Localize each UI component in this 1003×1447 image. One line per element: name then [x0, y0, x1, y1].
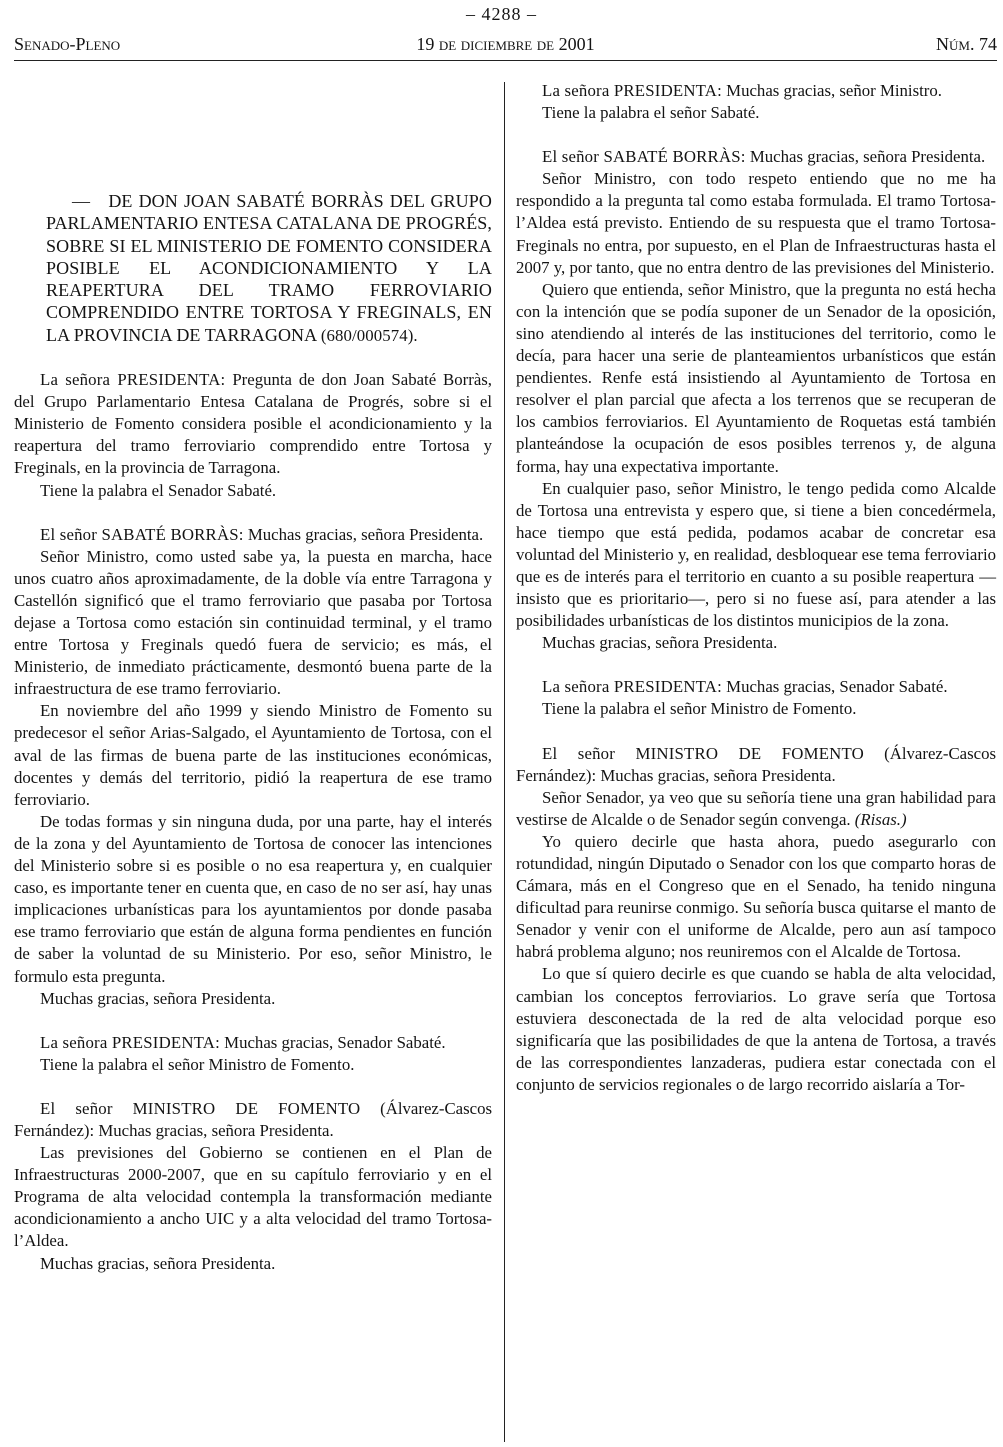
spacer — [516, 654, 996, 676]
stage-direction: (Risas.) — [854, 809, 907, 829]
spacer — [14, 347, 492, 369]
question-heading — [14, 190, 492, 347]
speaker-label: El señor MINISTRO DE FOMENTO — [40, 1098, 361, 1118]
heading-dash: — — [72, 191, 91, 211]
speaker-label: La señora PRESIDENTA: — [542, 677, 722, 697]
header-date: 19 de diciembre de 2001 — [416, 34, 595, 54]
speaker-label: La señora PRESIDENTA: — [542, 81, 722, 100]
paragraph — [14, 369, 492, 479]
paragraph: Tiene la palabra el señor Sabaté. — [542, 103, 760, 123]
spacer — [516, 721, 996, 743]
speaker-label: La señora PRESIDENTA: — [40, 370, 226, 390]
left-column — [14, 80, 492, 1275]
heading-title: DE DON JOAN SABATÉ BORRÀS DEL GRUPO PARLAMENTARIO ENTESA CATALANA DE PROGRÉS, SOBRE SI EL MINISTERIO DE FOMENTO CONSIDERA POSIBLE EL ACONDICIONAMIENTO Y LA REAPERTURA DEL TRAMO FERROVIARIO COMPRENDIDO ENTRE TORTOSA Y FREGINALS, EN LA PROVINCIA DE TARRAGONA — [46, 191, 492, 345]
page-number: – 4288 – — [466, 4, 537, 24]
header-issue-number: Núm. 74 — [936, 34, 997, 54]
paragraph-text: Muchas gracias, señora Presidenta. — [749, 147, 986, 167]
paragraph: Señor Ministro, con todo respeto entiendo que no me ha respondido a la pregunta tal como estaba formulada. El tramo Tortosa-l’Aldea está previsto. Entiendo de su respuesta que el tramo Tortosa-Freginals no entra, por supuesto, en el Plan de Infraestructuras hasta el 2007 y, por tanto, que no entra dentro de las previsiones del Ministerio. — [516, 169, 996, 277]
paragraph-text: Muchas gracias, señor Ministro. — [726, 81, 942, 100]
right-column — [516, 80, 996, 1096]
header-divider — [14, 60, 997, 61]
paragraph: Muchas gracias, señora Presidenta. — [542, 633, 778, 653]
spacer — [14, 1010, 492, 1032]
paragraph: Tiene la palabra el señor Ministro de Fomento. — [542, 699, 857, 719]
heading-spacer — [14, 80, 492, 190]
paragraph — [14, 524, 492, 546]
column-rule — [504, 82, 505, 1442]
paragraph-text: Señor Senador, ya veo que su señoría tiene una gran habilidad para vestirse de Alcalde o de Senador según convenga. — [516, 787, 996, 829]
paragraph: Quiero que entienda, señor Ministro, que la pregunta no está hecha con la intención que se podía suponer de un Senador de la oposición, sino atendiendo al interés de las instituciones del territorio, como le decía, para hacer una serie de planteamientos urbanísticos que están pendientes. Renfe está insistiendo al Ayuntamiento de Tortosa en resolver el plan parcial que afecta a los terrenos que se recuperan de los cambios ferroviarios. El Ayuntamiento de Roquetas está también planteándose la ocupación de esos posibles terrenos y, de alguna forma, hay una expectativa importante. — [516, 279, 996, 476]
paragraph-text: (Álvarez-Cascos Fernández): Muchas gracias, señora Presidenta. — [14, 1098, 492, 1140]
paragraph: Tiene la palabra el señor Ministro de Fomento. — [40, 1054, 355, 1074]
paragraph-text: Pregunta de don Joan Sabaté Borràs, del Grupo Parlamentario Entesa Catalana de Progrés, sobre si el Ministerio de Fomento considera posible el acondicionamiento y la reapertura del tramo ferroviario comprendido entre Tortosa y Freginals, en la provincia de Tarragona. — [14, 370, 492, 478]
paragraph: Muchas gracias, señora Presidenta. — [40, 1253, 276, 1273]
speaker-label: La señora PRESIDENTA: — [40, 1032, 220, 1052]
paragraph-text: (Álvarez-Cascos Fernández): Muchas gracias, señora Presidenta. — [516, 743, 996, 785]
paragraph — [516, 787, 996, 831]
paragraph-text: Muchas gracias, Senador Sabaté. — [726, 677, 948, 697]
paragraph: Muchas gracias, señora Presidenta. — [40, 988, 276, 1008]
speaker-label: El señor SABATÉ BORRÀS: — [40, 524, 244, 544]
paragraph — [14, 1032, 492, 1054]
spacer — [14, 502, 492, 524]
spacer — [14, 1076, 492, 1098]
paragraph — [516, 743, 996, 787]
paragraph: Yo quiero decirle que hasta ahora, puedo asegurarlo con rotundidad, ningún Diputado o Senador con los que comparto horas de Cámara, más en el Congreso que en el Senado, ha tenido ninguna dificultad para reunirse conmigo. Su señoría busca quitarse el manto de Senador y venir con el uniforme de Alcalde, pero aun así tampoco habrá problema alguno; nos reuniremos con el Alcalde de Tortosa. — [516, 831, 996, 962]
paragraph: Tiene la palabra el Senador Sabaté. — [40, 480, 277, 500]
running-header — [14, 34, 997, 60]
paragraph — [516, 676, 996, 698]
paragraph: Señor Ministro, como usted sabe ya, la puesta en marcha, hace unos cuatro años aproximadamente, de la doble vía entre Tarragona y Castellón significó que el tramo ferroviario que pasaba por Tortosa dejase a Tortosa como estación sin continuidad terminal, y el tramo entre Tortosa y Freginals quedó fuera de servicio; es más, el Ministerio, de inmediato prácticamente, desmontó buena parte de la infraestructura de ese tramo ferroviario. — [14, 546, 492, 699]
heading-reference: (680/000574). — [320, 325, 418, 345]
paragraph — [14, 1098, 492, 1142]
paragraph: En noviembre del año 1999 y siendo Ministro de Fomento su predecesor el señor Arias-Salgado, el Ayuntamiento de Tortosa, con el aval de las firmas de buena parte de las instituciones económicas, docentes y demás del territorio, pidió la reapertura de ese tramo ferroviario. — [14, 701, 492, 809]
paragraph: De todas formas y sin ninguna duda, por una parte, hay el interés de la zona y del Ayuntamiento de Tortosa de conocer las intenciones del Ministerio sobre si es posible o no esa reapertura y, en cualquier caso, es importante tener en cuenta que, en caso de no ser así, hay unas implicaciones urbanísticas para los ayuntamientos por donde pasaba ese tramo ferroviario que están de alguna forma pendientes en función de saber la voluntad de su Ministerio. Por eso, señor Ministro, le formulo esta pregunta. — [14, 811, 492, 986]
spacer — [516, 124, 996, 146]
paragraph: En cualquier paso, señor Ministro, le tengo pedida como Alcalde de Tortosa una entrevista y espero que, si tiene a bien concedérmela, hace tiempo que está pedida, podamos acabar de concretar esa voluntad del Ministerio y, en realidad, desbloquear ese tema ferroviario que es de interés para el territorio en cuanto a su posible reapertura —insisto que es prioritario—, pero si no fuese así, para atender a las posibilidades urbanísticas de los distintos municipios de la zona. — [516, 478, 996, 631]
paragraph — [516, 80, 996, 102]
paragraph: Lo que sí quiero decirle es que cuando se habla de alta velocidad, cambian los conceptos ferroviarios. Lo grave sería que Tortosa estuviera desconectada de la red de alta velocidad porque eso significaría que las posibilidades de que la antena de Tortosa, a través de las correspondientes lanzaderas, pudiera estar conectada con el conjunto de servicios regionales o de largo recorrido aislaría a Tor- — [516, 964, 996, 1094]
speaker-label: El señor MINISTRO DE FOMENTO — [542, 743, 864, 763]
paragraph-text: Muchas gracias, Senador Sabaté. — [224, 1032, 446, 1052]
paragraph — [516, 146, 996, 168]
paragraph: Las previsiones del Gobierno se contienen en el Plan de Infraestructuras 2000-2007, que en su capítulo ferroviario y en el Programa de alta velocidad contempla la transformación mediante acondicionamiento a ancho UIC y a alta velocidad del tramo Tortosa-l’Aldea. — [14, 1143, 492, 1251]
paragraph-text: Muchas gracias, señora Presidenta. — [247, 524, 484, 544]
header-publication: Senado-Pleno — [14, 34, 121, 54]
speaker-label: El señor SABATÉ BORRÀS: — [542, 147, 746, 167]
